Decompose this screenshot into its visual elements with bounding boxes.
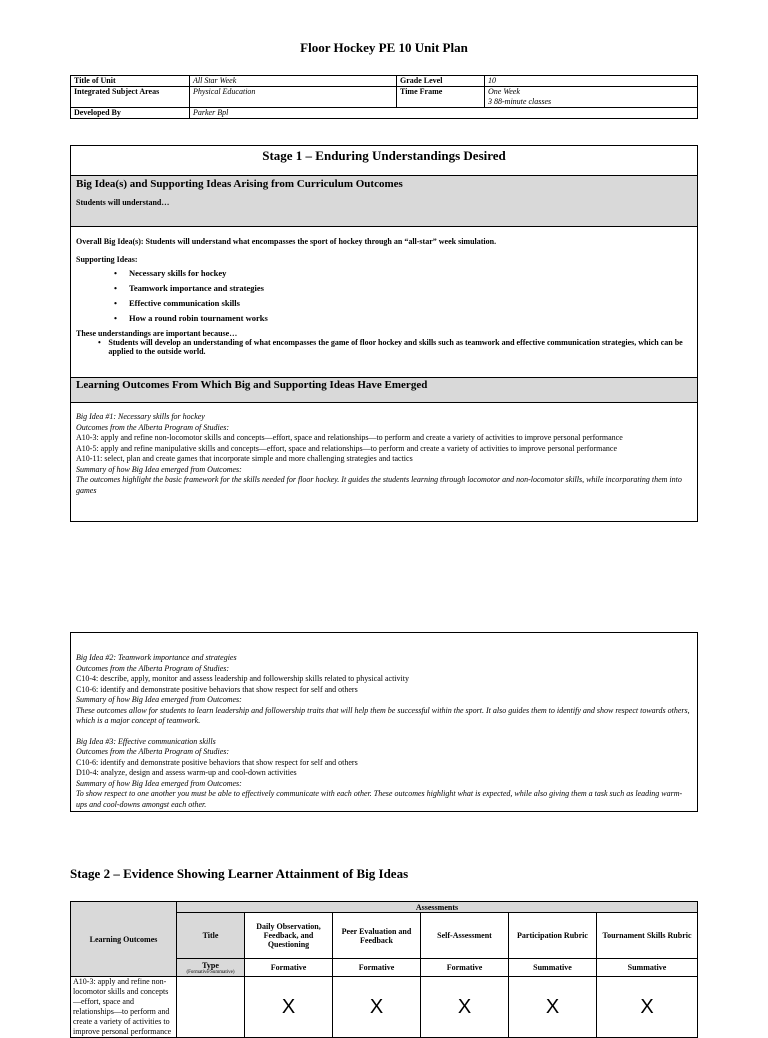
summary-label: Summary of how Big Idea emerged from Outcomes: (76, 778, 242, 788)
supporting-ideas-list (114, 266, 692, 326)
time-frame-line-2: 3 88-minute classes (488, 97, 552, 106)
developed-by-label: Developed By (71, 108, 190, 119)
assessments-label: Assessments (177, 902, 698, 913)
outcome-item: C10-4: describe, apply, monitor and assess leadership and followership skills related to physical activity (76, 674, 409, 683)
supporting-idea: • Teamwork importance and strategies (114, 281, 692, 296)
summary-label: Summary of how Big Idea emerged from Outcomes: (76, 695, 242, 704)
assessment-title: Tournament Skills Rubric (597, 913, 698, 959)
supporting-ideas-label: Supporting Ideas: (76, 255, 138, 264)
outcomes-label: Outcomes from the Alberta Program of Studies: (76, 422, 230, 432)
assessment-title: Daily Observation, Feedback, and Questioning (245, 913, 333, 959)
outcome-cell: A10-3: apply and refine non-locomotor skills and concepts—effort, space and relationships—to perform and create a variety of activities to improve personal performance (71, 977, 177, 1038)
assessment-type: Formative (421, 959, 509, 977)
time-frame-value (485, 87, 698, 108)
developed-by-value: Parker Bpl (190, 108, 698, 119)
assessment-type: Summative (597, 959, 698, 977)
learning-outcomes-label: Learning Outcomes (71, 902, 177, 977)
big-idea-1-block (71, 403, 697, 496)
integrated-subjects-label: Integrated Subject Areas (71, 87, 190, 108)
big-ideas-block (71, 176, 697, 227)
title-label: Title (177, 913, 245, 959)
check-mark: X (333, 977, 421, 1038)
stage1-heading: Stage 1 – Enduring Understandings Desired (71, 146, 697, 176)
stage1-continued (70, 632, 698, 812)
outcomes-label: Outcomes from the Alberta Program of Studies: (76, 663, 230, 673)
big-idea-2-summary: These outcomes allow for students to learn leadership and followership traits that will help them be successful within the sport. It also guides them to identify and show respect towards others, which is a major concept of teamwork. (76, 705, 690, 725)
outcome-item: C10-6: identify and demonstrate positive behaviors that show respect for self and others (76, 684, 358, 694)
summary-label: Summary of how Big Idea emerged from Outcomes: (76, 464, 242, 474)
grade-level-value: 10 (485, 76, 698, 87)
outcomes-label: Outcomes from the Alberta Program of Studies: (76, 747, 230, 756)
learning-outcomes-heading: Learning Outcomes From Which Big and Supporting Ideas Have Emerged (71, 378, 697, 403)
big-ideas-heading: Big Idea(s) and Supporting Ideas Arising from Curriculum Outcomes (76, 178, 403, 190)
students-will-understand: Students will understand… (76, 198, 170, 207)
check-mark: X (245, 977, 333, 1038)
because-label: These understandings are important because… (76, 329, 238, 338)
grade-level-label: Grade Level (397, 76, 485, 87)
document-title: Floor Hockey PE 10 Unit Plan (300, 40, 468, 55)
big-idea-3-title: Big Idea #3: Effective communication skills (76, 736, 216, 746)
outcome-item: A10-5: apply and refine manipulative skills and concepts—effort, space and relationships—to perform and create a variety of activities to improve personal performance (76, 443, 617, 453)
assessment-type: Formative (245, 959, 333, 977)
big-idea-1-title: Big Idea #1: Necessary skills for hockey (76, 412, 205, 421)
stage1-section (70, 145, 698, 522)
type-label (177, 959, 245, 977)
assessment-title: Self-Assessment (421, 913, 509, 959)
supporting-idea: • Effective communication skills (114, 296, 692, 311)
title-of-unit-value: All Star Week (190, 76, 397, 87)
overall-big-idea: Overall Big Idea(s): Students will understand what encompasses the sport of hockey through an “all-star” week simulation. (76, 237, 497, 246)
assessment-type: Summative (509, 959, 597, 977)
outcome-item: C10-6: identify and demonstrate positive behaviors that show respect for self and others (76, 757, 358, 767)
time-frame-line-1: One Week (488, 87, 520, 96)
because-text: Students will develop an understanding of what encompasses the game of floor hockey and skills such as teamwork and effective communication strategies, which can be applied to the outside world. (108, 338, 683, 356)
outcome-item: A10-3: apply and refine non-locomotor skills and concepts—effort, space and relationships—to perform and create a variety of activities to improve personal performance (76, 433, 623, 442)
assessment-type: Formative (333, 959, 421, 977)
big-idea-2-title: Big Idea #2: Teamwork importance and strategies (76, 653, 237, 662)
unit-info-table (70, 75, 698, 119)
type-sub-label: (Formative/Summative) (186, 969, 235, 975)
type-label-text: Type (202, 960, 219, 970)
stage2-heading: Stage 2 – Evidence Showing Learner Attainment of Big Ideas (70, 866, 409, 881)
because-item (98, 338, 692, 356)
bullet-icon: • (98, 338, 101, 347)
check-mark: X (509, 977, 597, 1038)
supporting-idea: • Necessary skills for hockey (114, 266, 692, 281)
big-idea-3-summary: To show respect to one another you must be able to effectively communicate with each other. These outcomes highlight what is expected, while also giving them a task such as leading warm-ups and cool-downs amongst each other. (76, 789, 683, 809)
supporting-idea: • How a round robin tournament works (114, 311, 692, 326)
ideas-block (71, 227, 697, 378)
big-idea-1-summary: The outcomes highlight the basic framework for the skills needed for floor hockey. It guides the students learning through locomotor and non-locomotor skills, while incorporating them into games (76, 475, 682, 495)
time-frame-label: Time Frame (397, 87, 485, 108)
check-mark: X (597, 977, 698, 1038)
outcome-item: D10-4: analyze, design and assess warm-up and cool-down activities (76, 768, 297, 777)
title-of-unit-label: Title of Unit (71, 76, 190, 87)
empty-cell (177, 977, 245, 1038)
assessment-title: Participation Rubric (509, 913, 597, 959)
assessment-table (70, 901, 698, 1038)
outcome-item: A10-11: select, plan and create games that incorporate simple and more challenging strategies and tactics (76, 454, 413, 463)
assessment-title: Peer Evaluation and Feedback (333, 913, 421, 959)
integrated-subjects-value: Physical Education (190, 87, 397, 108)
check-mark: X (421, 977, 509, 1038)
